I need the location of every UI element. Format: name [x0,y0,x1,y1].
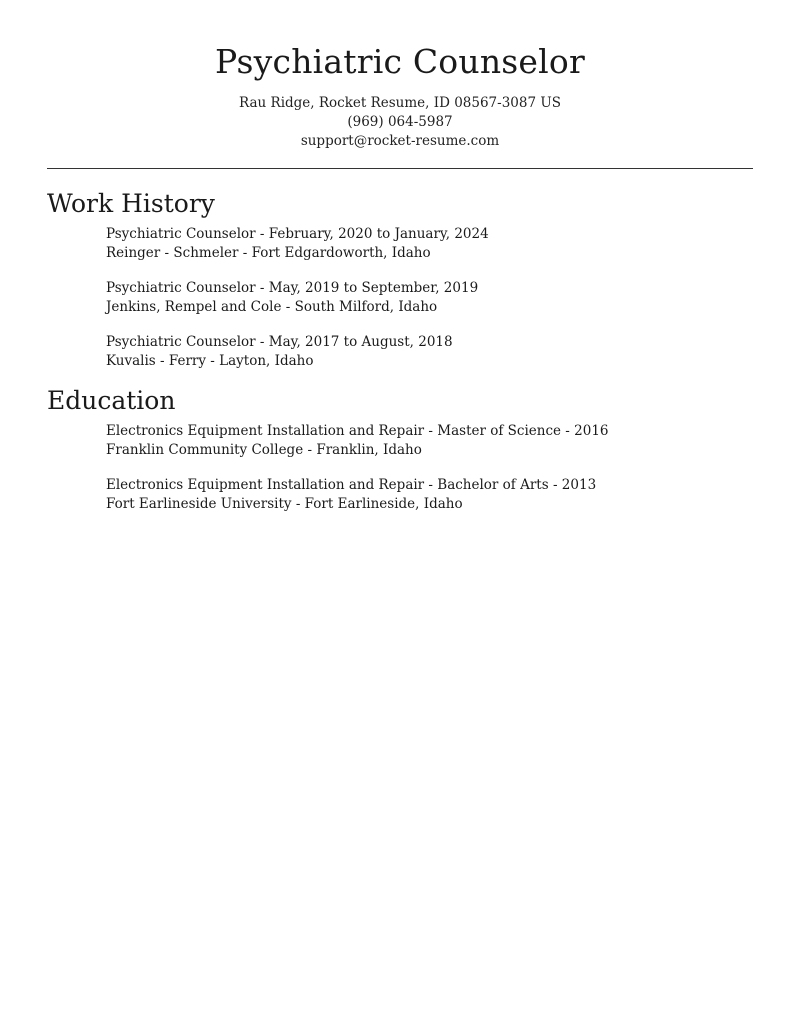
education-section [47,385,753,514]
header-divider [47,168,753,169]
work-entry [106,279,753,317]
work-entry [106,225,753,263]
work-entry [106,333,753,371]
work-entry-employer: Kuvalis - Ferry - Layton, Idaho [106,353,314,369]
education-entry-degree: Electronics Equipment Installation and Repair - Bachelor of Arts - 2013 [106,477,597,493]
work-entry-role: Psychiatric Counselor - May, 2017 to August, 2018 [106,334,453,350]
education-entry-degree: Electronics Equipment Installation and Repair - Master of Science - 2016 [106,423,609,439]
education-list [47,422,753,514]
education-entry-school: Fort Earlineside University - Fort Earlineside, Idaho [106,496,463,512]
work-entry-role: Psychiatric Counselor - May, 2019 to September, 2019 [106,280,479,296]
education-entry [106,422,753,460]
resume-header [47,0,753,151]
education-entry [106,476,753,514]
work-history-heading: Work History [47,189,215,218]
contact-address: Rau Ridge, Rocket Resume, ID 08567-3087 US [239,95,561,111]
work-history-section [47,188,753,371]
contact-email: support@rocket-resume.com [300,133,500,149]
work-entry-employer: Reinger - Schmeler - Fort Edgardoworth, Idaho [106,245,431,261]
work-entry-role: Psychiatric Counselor - February, 2020 to January, 2024 [106,226,489,242]
education-heading: Education [47,386,176,415]
work-history-list [47,225,753,371]
contact-phone: (969) 064-5987 [347,114,453,130]
education-entry-school: Franklin Community College - Franklin, Idaho [106,442,422,458]
work-entry-employer: Jenkins, Rempel and Cole - South Milford, Idaho [106,299,438,315]
candidate-name: Psychiatric Counselor [215,42,585,81]
